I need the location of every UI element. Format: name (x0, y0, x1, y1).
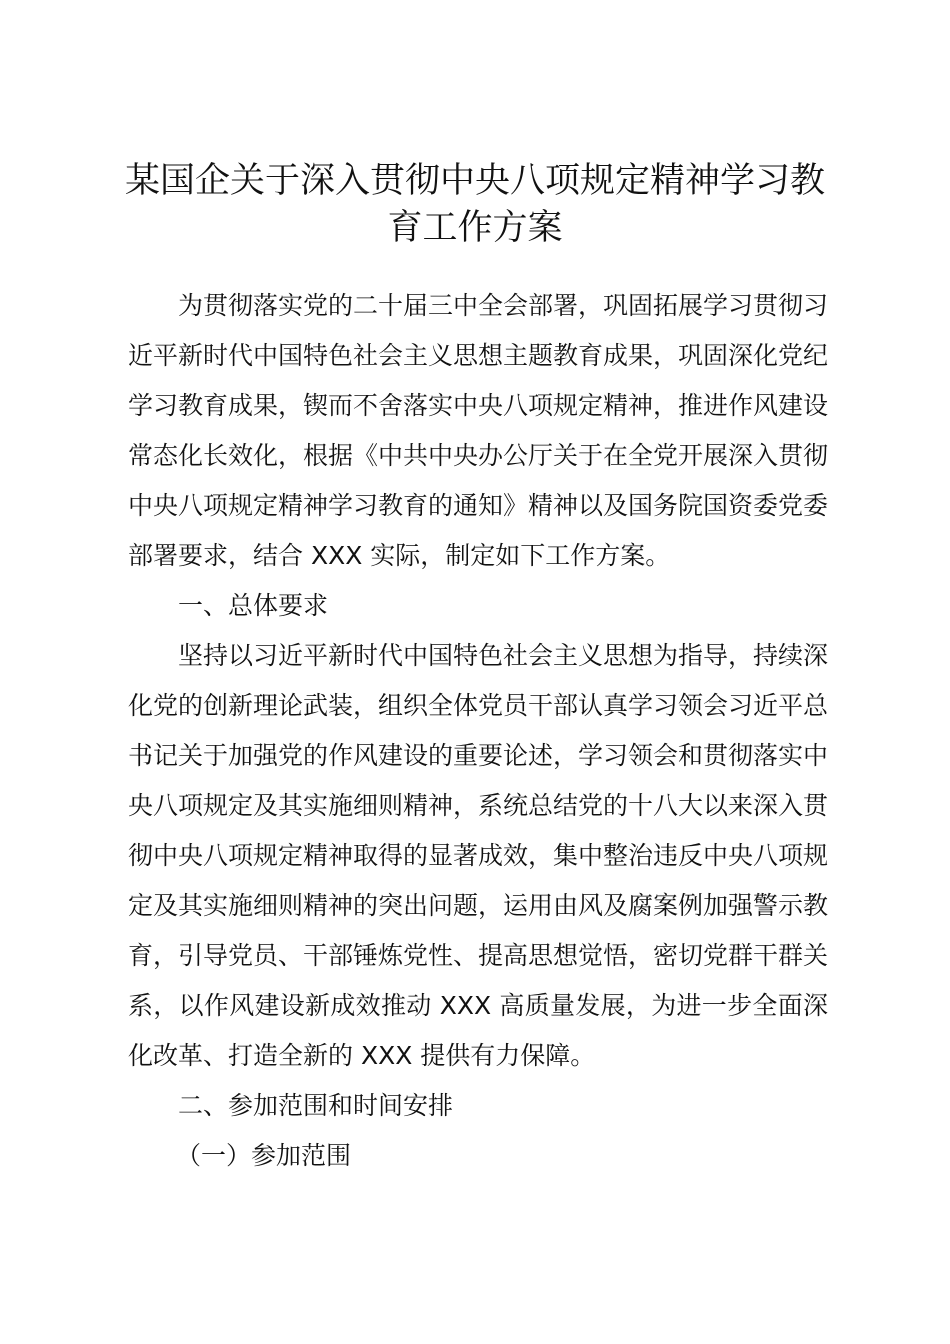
section-heading-overall-requirements: 一、总体要求 (178, 591, 329, 620)
document-title: 某国企关于深入贯彻中央八项规定精神学习教育工作方案 (124, 161, 825, 248)
section-heading-scope-and-schedule: 二、参加范围和时间安排 (178, 1091, 454, 1120)
intro-paragraph: 为贯彻落实党的二十届三中全会部署，巩固拓展学习贯彻习近平新时代中国特色社会主义思想主题教育成果，巩固深化党纪学习教育成果，锲而不舍落实中央八项规定精神，推进作风建设常态化长效化，根据《中共中央办公厅关于在全党开展深入贯彻中央八项规定精神学习教育的通知》精神以及国务院国资委党委部署要求，结合 XXX 实际，制定如下工作方案。 (128, 291, 829, 570)
overall-requirements-paragraph: 坚持以习近平新时代中国特色社会主义思想为指导，持续深化党的创新理论武装，组织全体党员干部认真学习领会习近平总书记关于加强党的作风建设的重要论述，学习领会和贯彻落实中央八项规定及其实施细则精神，系统总结党的十八大以来深入贯彻中央八项规定精神取得的显著成效，集中整治违反中央八项规定及其实施细则精神的突出问题，运用由风及腐案例加强警示教育，引导党员、干部锤炼党性、提高思想觉悟，密切党群干群关系，以作风建设新成效推动 XXX 高质量发展，为进一步全面深化改革、打造全新的 XXX 提供有力保障。 (128, 641, 829, 1070)
subsection-heading-scope: （一）参加范围 (176, 1141, 352, 1170)
